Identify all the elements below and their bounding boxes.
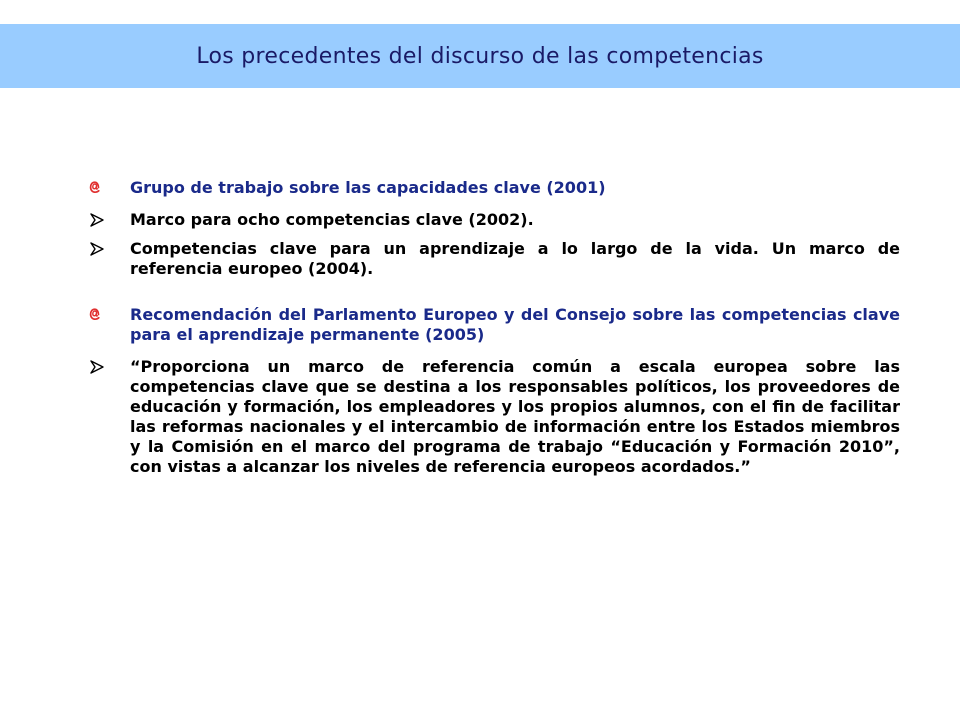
section-heading-1 bbox=[86, 178, 900, 198]
arrow-bullet-icon bbox=[90, 242, 104, 256]
bullet-text: Marco para ocho competencias clave (2002). bbox=[130, 210, 534, 229]
at-sign-icon bbox=[88, 179, 102, 195]
heading-marker bbox=[86, 178, 130, 198]
bullet-text: Competencias clave para un aprendizaje a lo largo de la vida. Un marco de referencia europeo (2004). bbox=[130, 239, 900, 278]
slide-content bbox=[86, 178, 900, 477]
title-bar bbox=[0, 24, 960, 88]
bullet-marker bbox=[86, 210, 130, 230]
bullet-item bbox=[86, 357, 900, 477]
arrow-bullet-icon bbox=[90, 213, 104, 227]
section-heading-text: Grupo de trabajo sobre las capacidades clave (2001) bbox=[130, 178, 606, 197]
bullet-text: “Proporciona un marco de referencia común a escala europea sobre las competencias clave que se destina a los responsables políticos, los proveedores de educación y formación, los empleadores y los propios alumnos, con el fin de facilitar las reformas nacionales y el intercambio de información entre los Estados miembros y la Comisión en el marco del programa de trabajo “Educación y Formación 2010”, con vistas a alcanzar los niveles de referencia europeos acordados.” bbox=[130, 357, 900, 476]
bullet-item bbox=[86, 210, 900, 230]
section-heading-2 bbox=[86, 305, 900, 345]
bullet-marker bbox=[86, 239, 130, 259]
at-sign-icon bbox=[88, 306, 102, 322]
arrow-bullet-icon bbox=[90, 360, 104, 374]
heading-marker bbox=[86, 305, 130, 325]
section-heading-text: Recomendación del Parlamento Europeo y del Consejo sobre las competencias clave para el aprendizaje permanente (2005) bbox=[130, 305, 900, 344]
slide-title: Los precedentes del discurso de las competencias bbox=[196, 43, 764, 69]
bullet-item bbox=[86, 239, 900, 279]
bullet-marker bbox=[86, 357, 130, 377]
